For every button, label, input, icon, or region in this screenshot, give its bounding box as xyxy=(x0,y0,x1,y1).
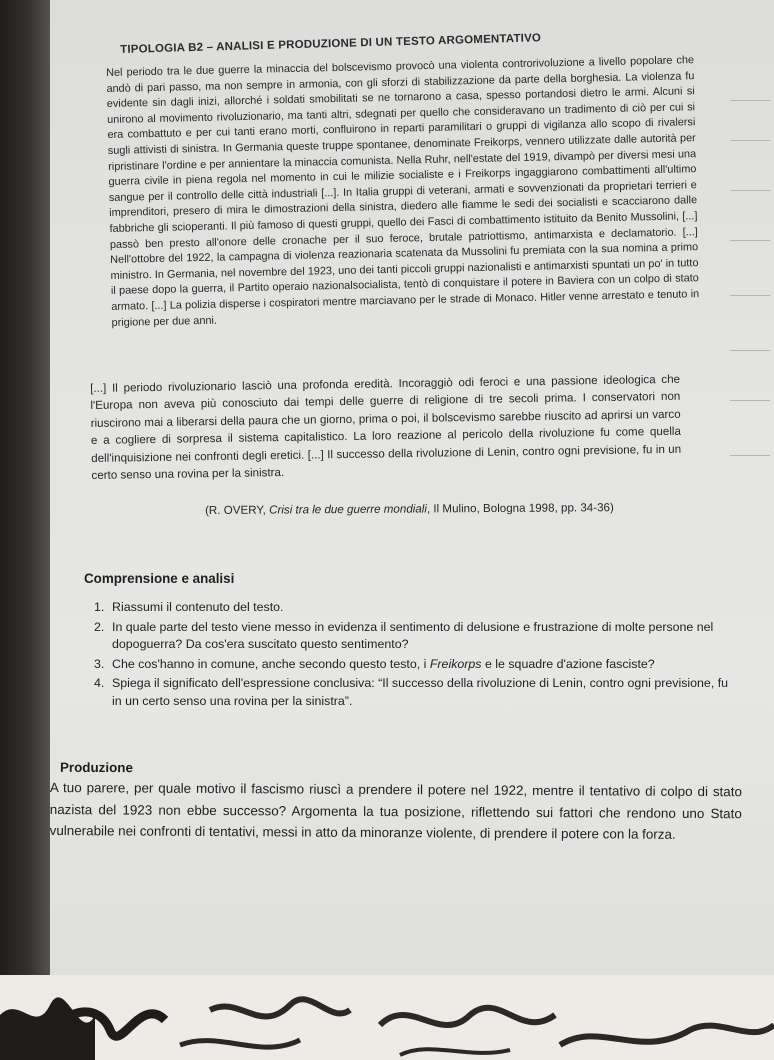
production-title: Produzione xyxy=(59,759,133,776)
document-heading: TIPOLOGIA B2 – ANALISI E PRODUZIONE DI UN TESTO ARGOMENTATIVO xyxy=(120,32,542,56)
comprehension-questions xyxy=(94,599,734,710)
table-edge xyxy=(0,0,50,975)
question-text-start: Che cos'hanno in comune, anche secondo questo testo, i xyxy=(112,656,430,671)
source-text-paragraph-2: [...] Il periodo rivoluzionario lasciò una profonda eredità. Incoraggiò odi feroci e una passione ideologica che l'Europa non aveva più conosciuto dai tempi delle guerre di religione di tre secoli prima. I conservatori non riuscirono mai a liberarsi della paura che un giorno, prima o poi, il bolscevismo sarebbe riuscito ad aprirsi un varco e a cogliere di sorpresa il sistema capitalistico. La loro reazione al pericolo della rivoluzione fu come quella dell'inquisizione nei confronti degli eretici. [...] Il successo della rivoluzione di Lenin, contro ogni previsione, fu in un certo senso una rovina per la sinistra. xyxy=(90,372,682,483)
question-item xyxy=(94,619,734,654)
citation-prefix: (R. OVERY, xyxy=(205,503,270,517)
question-text: In quale parte del testo viene messo in evidenza il sentimento di delusione e frustrazione di molte persone nel dopoguerra? Da cos'era suscitato questo sentimento? xyxy=(112,619,714,651)
question-number: 4. xyxy=(94,676,105,690)
question-number: 2. xyxy=(94,619,105,634)
citation-title: Crisi tra le due guerre mondiali xyxy=(269,502,427,517)
fabric-pattern xyxy=(0,975,774,1060)
question-text-end: e le squadre d'azione fasciste? xyxy=(481,656,655,671)
production-prompt: A tuo parere, per quale motivo il fascismo riuscì a prendere il potere nel 1922, mentre il tentativo di colpo di stato nazista del 1923 non ebbe successo? Argomenta la tua posizione, riflettendo sui fattori che rendono uno Stato vulnerabile nei confronti di tentativi, messi in atto da minoranze violente, di prendere il potere con la forza. xyxy=(49,779,742,843)
background-fabric xyxy=(0,975,774,1060)
source-citation xyxy=(205,501,614,517)
citation-suffix: , Il Mulino, Bologna 1998, pp. 34-36) xyxy=(426,501,614,516)
question-number: 3. xyxy=(94,656,105,671)
question-text-em: Freikorps xyxy=(429,656,482,671)
question-number: 1. xyxy=(94,600,105,614)
source-text-paragraph-1: Nel periodo tra le due guerre la minaccia del bolscevismo provocò una violenta controrivoluzione a livello popolare che andò di pari passo, ma non sempre in armonia, con gli sforzi di stabilizzazione da parte della borghesia. La violenza fu evidente sin dagli inizi, allorché i soldati smobilitati se ne tornarono a casa, spesso portandosi dietro le armi. Alcuni si unirono al movimento rivoluzionario, ma tanti altri, sdegnati per quello che consideravano un tradimento di ciò per cui si era combattuto e per cui tanti erano morti, confluirono in reparti paramilitari o gruppi di vigilanza allo scopo di rivalersi sugli attivisti di sinistra. In Germania queste truppe spontanee, denominate Freikorps, vennero utilizzate dalle autorità per ripristinare l'ordine e per annientare la minaccia comunista. Nella Ruhr, nell'estate del 1919, divampò per diversi mesi una guerra civile in piena regola nel momento in cui le milizie socialiste e i Freikorps ingaggiarono combattimenti all'ultimo sangue per il controllo delle città industriali [...]. In Italia gruppi di veterani, armati e sovvenzionati da proprietari terrieri e imprenditori, presero di mira le dimostrazioni della sinistra, diedero alle fiamme le sedi dei socialisti e scacciarono dalle fabbriche gli scioperanti. Il più famoso di questi gruppi, quello dei Fasci di combattimento istituito da Benito Mussolini, [...] passò ben presto all'onore delle cronache per il suo feroce, brutale patriottismo, antimarxista e declamatorio. [...] Nell'ottobre del 1922, la campagna di violenza reazionaria scatenata da Mussolini fu premiata con la sua nomina a primo ministro. In Germania, nel novembre del 1923, uno dei tanti piccoli gruppi nazionalisti e antimarxisti spuntati un po' in tutto il paese dopo la guerra, il Partito operaio nazionalsocialista, tentò di conquistare il potere in Baviera con un colpo di stato armato. [...] La polizia disperse i cospiratori mentre marciavano per le strade di Monaco. Hitler venne arrestato e tenuto in prigione per due anni. xyxy=(106,54,700,329)
question-text: Spiega il significato dell'espressione conclusiva: “Il successo della rivoluzione di Lenin, contro ogni previsione, fu in un certo senso una rovina per la sinistra”. xyxy=(112,676,729,708)
question-item xyxy=(94,656,734,674)
question-item xyxy=(94,599,734,617)
question-item xyxy=(94,675,734,710)
margin-marks xyxy=(730,100,770,500)
exam-sheet xyxy=(50,0,774,975)
comprehension-title: Comprensione e analisi xyxy=(84,571,235,586)
question-text: Riassumi il contenuto del testo. xyxy=(112,600,284,614)
